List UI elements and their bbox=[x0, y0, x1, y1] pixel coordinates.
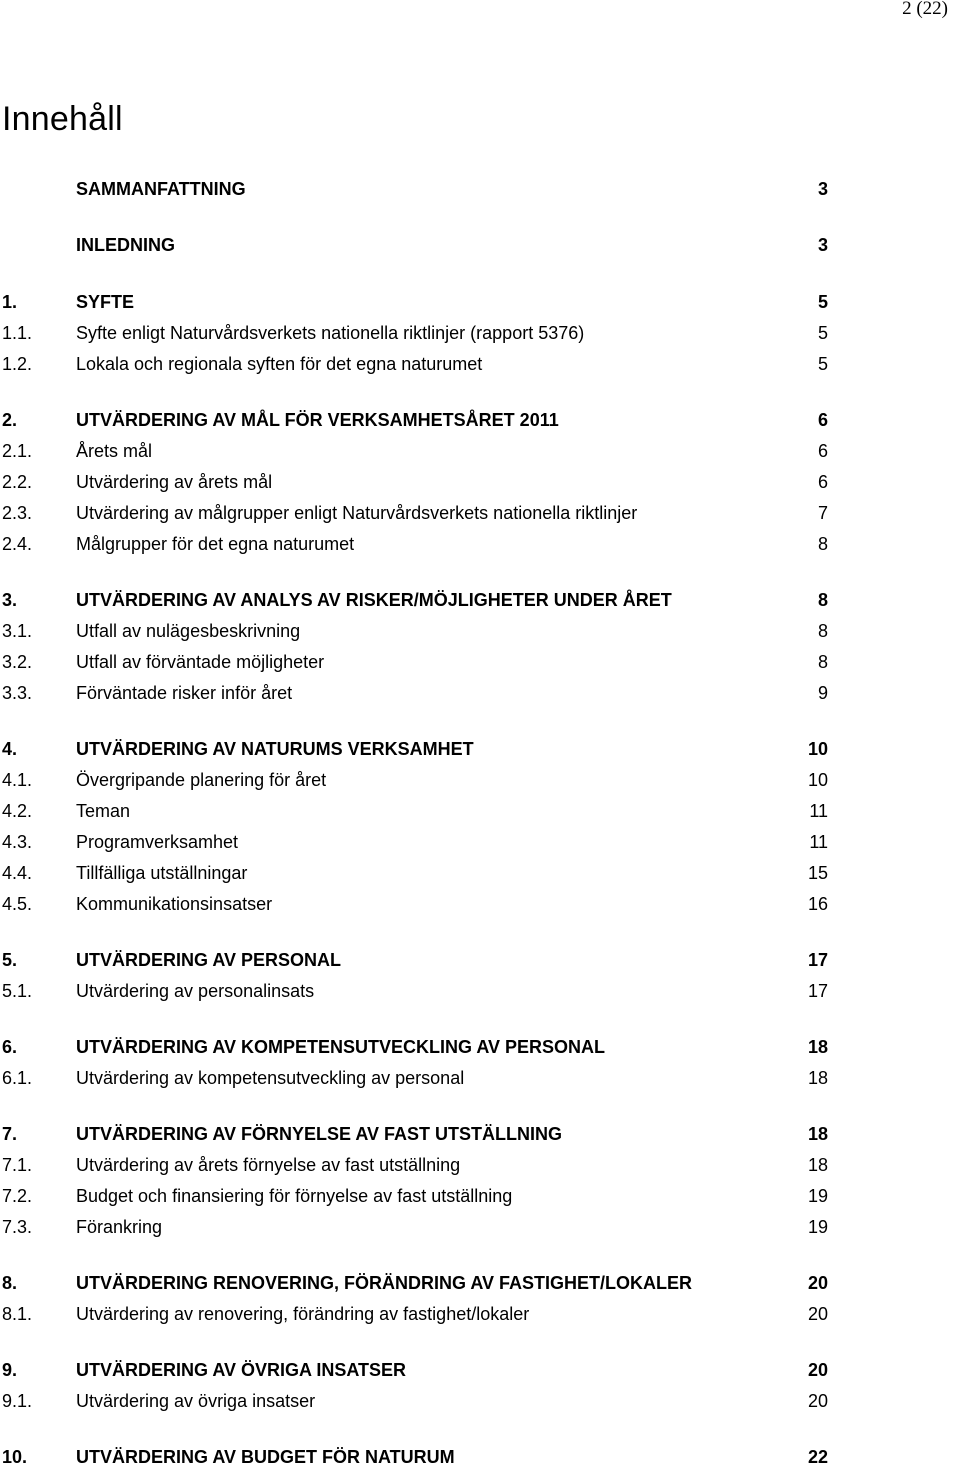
toc-entry-page: 20 bbox=[807, 1304, 828, 1324]
toc-entry-title: Utfall av förväntade möjligheter bbox=[76, 652, 325, 672]
toc-entry-section[interactable] bbox=[2, 1066, 828, 1090]
toc-entry-number: 6. bbox=[2, 1037, 18, 1057]
toc-entry-page: 20 bbox=[807, 1273, 828, 1293]
toc-entry-chapter[interactable] bbox=[2, 290, 828, 314]
toc-entry-page: 5 bbox=[817, 354, 828, 374]
toc-entry-title: UTVÄRDERING AV ÖVRIGA INSATSER bbox=[76, 1360, 407, 1380]
toc-entry-page: 7 bbox=[817, 503, 828, 523]
toc-entry-number: 4. bbox=[2, 739, 18, 759]
page-number: 2 (22) bbox=[902, 0, 948, 19]
toc-entry-section[interactable] bbox=[2, 1215, 828, 1239]
toc-entry-page: 18 bbox=[807, 1124, 828, 1144]
toc-entry-page: 6 bbox=[817, 472, 828, 492]
toc-entry-chapter[interactable] bbox=[2, 1445, 828, 1469]
toc-entry-number: 4.4. bbox=[2, 863, 33, 883]
toc-entry-chapter[interactable] bbox=[2, 737, 828, 761]
toc-entry-page: 11 bbox=[809, 832, 828, 852]
toc-entry-section[interactable] bbox=[2, 1184, 828, 1208]
toc-entry-page: 19 bbox=[807, 1217, 828, 1237]
toc-entry-title: Programverksamhet bbox=[76, 832, 239, 852]
toc-entry-section[interactable] bbox=[2, 1153, 828, 1177]
toc-entry-section[interactable] bbox=[2, 532, 828, 556]
toc-entry-section[interactable] bbox=[2, 892, 828, 916]
toc-entry-page: 22 bbox=[807, 1447, 828, 1467]
toc-entry-chapter[interactable] bbox=[2, 1035, 828, 1059]
toc-entry-chapter[interactable] bbox=[2, 1122, 828, 1146]
toc-entry-page: 8 bbox=[817, 652, 828, 672]
toc-entry-page: 18 bbox=[807, 1155, 828, 1175]
toc-entry-chapter[interactable] bbox=[2, 948, 828, 972]
toc-entry-section[interactable] bbox=[2, 470, 828, 494]
toc-entry-chapter[interactable] bbox=[2, 177, 828, 201]
toc-entry-section[interactable] bbox=[2, 352, 828, 376]
toc-entry-section[interactable] bbox=[2, 1389, 828, 1413]
toc-entry-page: 9 bbox=[817, 683, 828, 703]
toc-entry-title: Tillfälliga utställningar bbox=[76, 863, 248, 883]
toc-entry-number: 4.2. bbox=[2, 801, 33, 821]
toc-entry-chapter[interactable] bbox=[2, 233, 828, 257]
toc-entry-section[interactable] bbox=[2, 321, 828, 345]
toc-entry-number: 7.2. bbox=[2, 1186, 33, 1206]
toc-entry-page: 6 bbox=[817, 410, 828, 430]
toc-entry-page: 5 bbox=[817, 323, 828, 343]
toc-entry-number: 4.3. bbox=[2, 832, 33, 852]
toc-entry-page: 5 bbox=[817, 292, 828, 312]
toc-entry-title: Årets mål bbox=[76, 441, 153, 461]
toc-entry-page: 8 bbox=[817, 590, 828, 610]
toc-entry-page: 20 bbox=[807, 1391, 828, 1411]
toc-entry-chapter[interactable] bbox=[2, 1358, 828, 1382]
toc-entry-number: 4.1. bbox=[2, 770, 33, 790]
toc-entry-number: 9. bbox=[2, 1360, 18, 1380]
toc-entry-page: 10 bbox=[807, 739, 828, 759]
toc-entry-title: Övergripande planering för året bbox=[76, 770, 327, 790]
toc-entry-section[interactable] bbox=[2, 501, 828, 525]
toc-entry-page: 6 bbox=[817, 441, 828, 461]
toc-entry-title: Syfte enligt Naturvårdsverkets nationella riktlinjer (rapport 5376) bbox=[76, 323, 585, 343]
toc-entry-page: 18 bbox=[807, 1037, 828, 1057]
toc-entry-chapter[interactable] bbox=[2, 408, 828, 432]
toc-entry-section[interactable] bbox=[2, 1302, 828, 1326]
toc-entry-number: 6.1. bbox=[2, 1068, 33, 1088]
toc-entry-title: Lokala och regionala syften för det egna naturumet bbox=[76, 354, 483, 374]
toc-entry-title: Utvärdering av renovering, förändring av fastighet/lokaler bbox=[76, 1304, 530, 1324]
toc-entry-title: UTVÄRDERING AV ANALYS AV RISKER/MÖJLIGHETER UNDER ÅRET bbox=[76, 590, 672, 610]
toc-entry-title: Utvärdering av personalinsats bbox=[76, 981, 315, 1001]
page-title: Innehåll bbox=[2, 100, 123, 138]
toc-entry-page: 20 bbox=[807, 1360, 828, 1380]
toc-entry-number: 2.3. bbox=[2, 503, 33, 523]
toc-entry-page: 11 bbox=[809, 801, 828, 821]
toc-entry-number: 3.1. bbox=[2, 621, 33, 641]
toc-entry-title: Utvärdering av årets förnyelse av fast utställning bbox=[76, 1155, 461, 1175]
toc-entry-section[interactable] bbox=[2, 439, 828, 463]
toc-entry-page: 18 bbox=[807, 1068, 828, 1088]
toc-entry-title: Teman bbox=[76, 801, 131, 821]
toc-entry-title: Utvärdering av kompetensutveckling av personal bbox=[76, 1068, 465, 1088]
toc-entry-title: Kommunikationsinsatser bbox=[76, 894, 273, 914]
toc-entry-number: 1. bbox=[2, 292, 18, 312]
toc-entry-section[interactable] bbox=[2, 619, 828, 643]
toc-entry-chapter[interactable] bbox=[2, 1271, 828, 1295]
toc-entry-title: SYFTE bbox=[76, 292, 135, 312]
toc-entry-section[interactable] bbox=[2, 768, 828, 792]
toc-entry-page: 19 bbox=[807, 1186, 828, 1206]
toc-entry-number: 2. bbox=[2, 410, 18, 430]
toc-entry-page: 17 bbox=[807, 950, 828, 970]
toc-entry-title: INLEDNING bbox=[76, 235, 175, 255]
toc-entry-title: Utvärdering av övriga insatser bbox=[76, 1391, 316, 1411]
toc-entry-number: 8.1. bbox=[2, 1304, 33, 1324]
toc-entry-section[interactable] bbox=[2, 979, 828, 1003]
toc-entry-page: 3 bbox=[817, 179, 828, 199]
toc-entry-number: 8. bbox=[2, 1273, 18, 1293]
toc-entry-section[interactable] bbox=[2, 861, 828, 885]
toc-entry-section[interactable] bbox=[2, 681, 828, 705]
toc-entry-title: UTVÄRDERING AV BUDGET FÖR NATURUM bbox=[76, 1447, 455, 1467]
toc-entry-page: 16 bbox=[807, 894, 828, 914]
toc-entry-section[interactable] bbox=[2, 650, 828, 674]
toc-entry-section[interactable] bbox=[2, 830, 828, 854]
toc-entry-number: 3.3. bbox=[2, 683, 33, 703]
toc-entry-page: 17 bbox=[807, 981, 828, 1001]
toc-entry-title: UTVÄRDERING AV NATURUMS VERKSAMHET bbox=[76, 739, 474, 759]
toc-entry-title: Målgrupper för det egna naturumet bbox=[76, 534, 355, 554]
toc-entry-chapter[interactable] bbox=[2, 588, 828, 612]
toc-entry-title: Förankring bbox=[76, 1217, 163, 1237]
toc-entry-title: Utfall av nulägesbeskrivning bbox=[76, 621, 301, 641]
toc-entry-number: 5.1. bbox=[2, 981, 33, 1001]
toc-entry-number: 2.1. bbox=[2, 441, 33, 461]
toc-entry-title: UTVÄRDERING AV MÅL FÖR VERKSAMHETSÅRET 2011 bbox=[76, 410, 559, 430]
toc-entry-number: 1.2. bbox=[2, 354, 33, 374]
toc-entry-title: UTVÄRDERING AV PERSONAL bbox=[76, 950, 342, 970]
toc-entry-number: 4.5. bbox=[2, 894, 33, 914]
toc-entry-title: UTVÄRDERING AV KOMPETENSUTVECKLING AV PERSONAL bbox=[76, 1037, 606, 1057]
toc-entry-number: 3.2. bbox=[2, 652, 33, 672]
toc-entry-number: 7.1. bbox=[2, 1155, 33, 1175]
toc-entry-number: 2.2. bbox=[2, 472, 33, 492]
toc-entry-title: UTVÄRDERING AV FÖRNYELSE AV FAST UTSTÄLLNING bbox=[76, 1124, 563, 1144]
toc-entry-number: 9.1. bbox=[2, 1391, 33, 1411]
toc-entry-page: 8 bbox=[817, 621, 828, 641]
toc-entry-page: 8 bbox=[817, 534, 828, 554]
toc-entry-page: 3 bbox=[817, 235, 828, 255]
toc-entry-number: 2.4. bbox=[2, 534, 33, 554]
toc-entry-number: 1.1. bbox=[2, 323, 33, 343]
toc-entry-number: 7.3. bbox=[2, 1217, 33, 1237]
toc-entry-number: 7. bbox=[2, 1124, 18, 1144]
toc-entry-section[interactable] bbox=[2, 799, 828, 823]
toc-entry-title: Förväntade risker inför året bbox=[76, 683, 293, 703]
toc-entry-title: UTVÄRDERING RENOVERING, FÖRÄNDRING AV FASTIGHET/LOKALER bbox=[76, 1273, 693, 1293]
toc-entry-title: Budget och finansiering för förnyelse av fast utställning bbox=[76, 1186, 513, 1206]
toc-entry-page: 15 bbox=[807, 863, 828, 883]
toc-entry-number: 10. bbox=[2, 1447, 28, 1467]
toc-entry-title: Utvärdering av årets mål bbox=[76, 472, 273, 492]
toc-entry-page: 10 bbox=[807, 770, 828, 790]
toc-entry-number: 3. bbox=[2, 590, 18, 610]
toc-entry-title: Utvärdering av målgrupper enligt Naturvårdsverkets nationella riktlinjer bbox=[76, 503, 638, 523]
toc-entry-title: SAMMANFATTNING bbox=[76, 179, 246, 199]
toc-entry-number: 5. bbox=[2, 950, 18, 970]
